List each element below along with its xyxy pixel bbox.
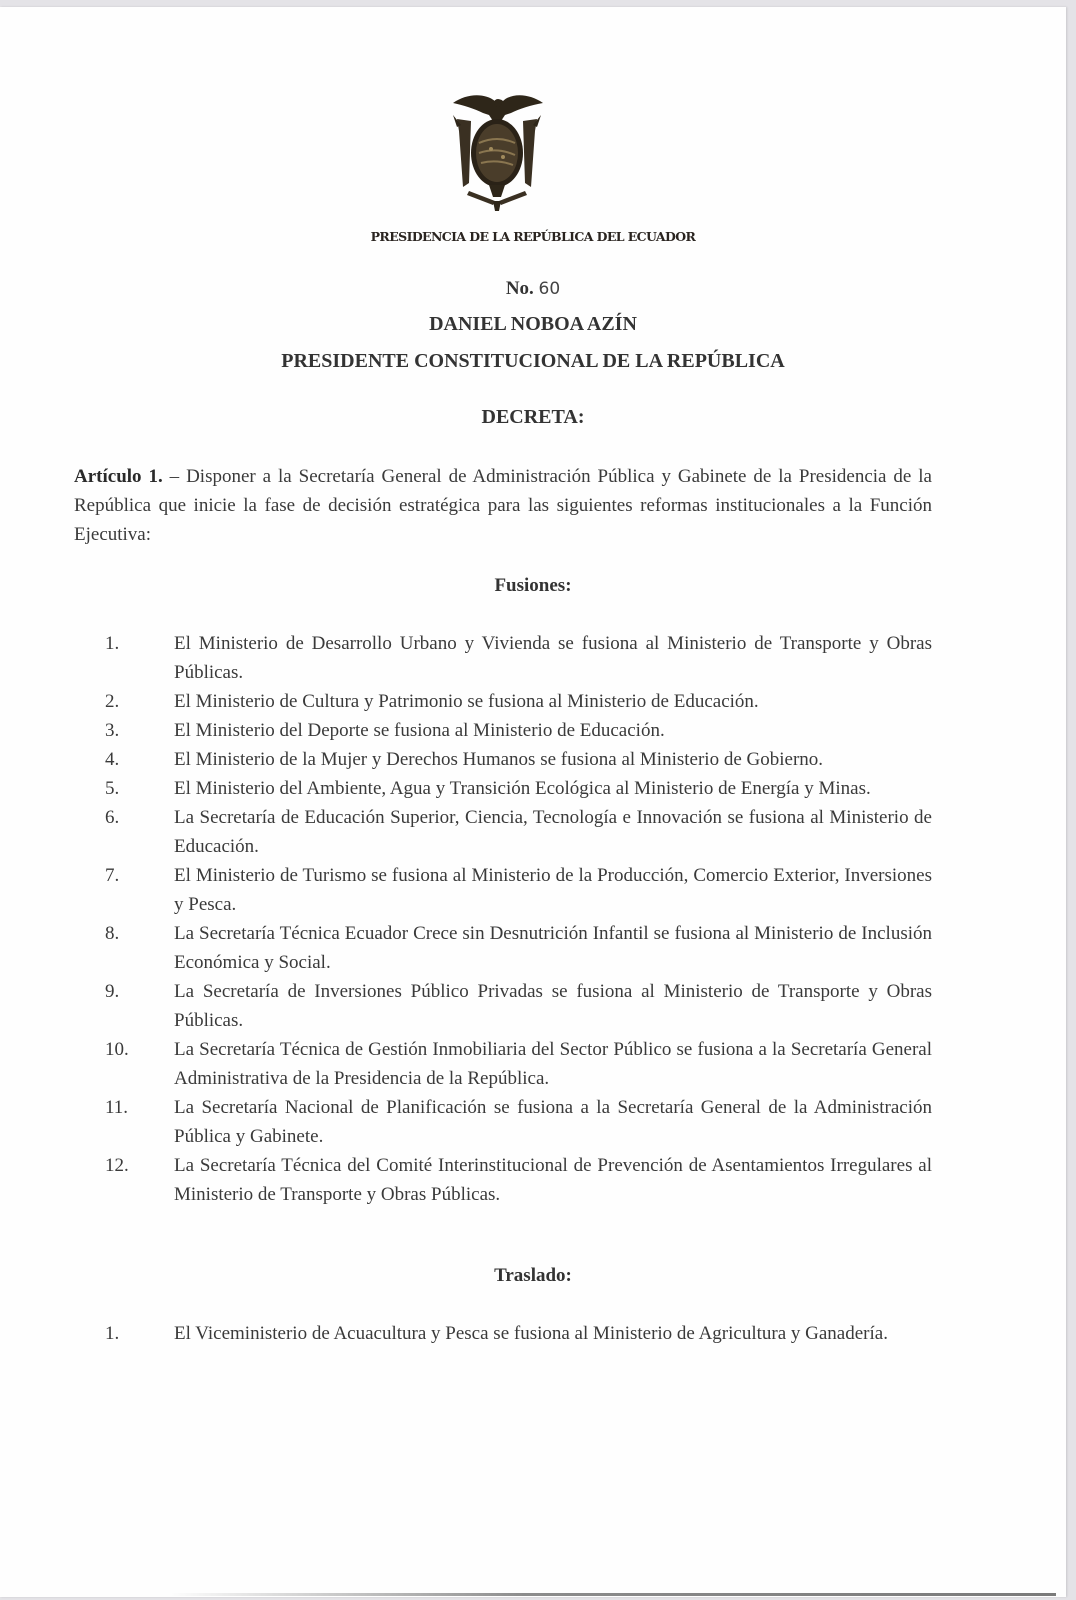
- fusiones-heading: Fusiones:: [494, 575, 572, 596]
- article-text: – Disponer a la Secretaría General de Administración Pública y Gabinete de la Presidencia de la República que inicie la fase de decisión estratégica para las siguientes reformas institucionales a la Función Ejecutiva:: [74, 466, 932, 545]
- document-page: [0, 7, 1066, 1597]
- president-title: PRESIDENTE CONSTITUCIONAL DE LA REPÚBLICA: [281, 350, 785, 372]
- list-item: [105, 687, 932, 716]
- list-item: [105, 977, 932, 1035]
- item-text: El Ministerio de la Mujer y Derechos Humanos se fusiona al Ministerio de Gobierno.: [174, 749, 824, 770]
- item-text: La Secretaría Técnica del Comité Interinstitucional de Prevención de Asentamientos Irregulares al Ministerio de Transporte y Obras Públicas.: [174, 1155, 932, 1205]
- president-name: DANIEL NOBOA AZÍN: [429, 313, 637, 335]
- item-number: 3.: [105, 720, 120, 741]
- fusiones-list: [105, 629, 932, 1209]
- list-item: [105, 861, 932, 919]
- list-item: [105, 1319, 932, 1348]
- decreta-heading: DECRETA:: [481, 406, 585, 428]
- item-number: 1.: [105, 633, 120, 654]
- item-number: 1.: [105, 1323, 120, 1344]
- item-number: 9.: [105, 981, 120, 1002]
- item-number: 12.: [105, 1155, 129, 1176]
- decree-number: [0, 278, 1066, 300]
- item-number: 6.: [105, 807, 120, 828]
- list-item: [105, 745, 932, 774]
- item-text: La Secretaría Técnica Ecuador Crece sin Desnutrición Infantil se fusiona al Ministerio de Inclusión Económica y Social.: [174, 923, 932, 973]
- item-number: 8.: [105, 923, 120, 944]
- item-text: El Ministerio del Ambiente, Agua y Transición Ecológica al Ministerio de Energía y Minas.: [174, 778, 871, 799]
- list-item: [105, 629, 932, 687]
- item-number: 10.: [105, 1039, 129, 1060]
- ecuador-coat-of-arms-icon: [449, 91, 545, 213]
- item-text: La Secretaría de Inversiones Público Privadas se fusiona al Ministerio de Transporte y Obras Públicas.: [174, 981, 932, 1031]
- coat-of-arms-seal: [449, 91, 545, 213]
- list-item: [105, 1151, 932, 1209]
- item-text: El Ministerio de Desarrollo Urbano y Vivienda se fusiona al Ministerio de Transporte y Obras Públicas.: [174, 633, 932, 683]
- traslado-list: [105, 1319, 932, 1348]
- item-number: 4.: [105, 749, 120, 770]
- decree-number-label: No.: [505, 278, 534, 299]
- item-number: 5.: [105, 778, 120, 799]
- list-item: [105, 803, 932, 861]
- item-number: 2.: [105, 691, 120, 712]
- article-label: Artículo 1.: [74, 466, 163, 487]
- list-item: [105, 716, 932, 745]
- page-edge-shadow: [170, 1593, 1056, 1596]
- item-text: El Viceministerio de Acuacultura y Pesca se fusiona al Ministerio de Agricultura y Ganadería.: [174, 1323, 888, 1344]
- item-text: El Ministerio de Turismo se fusiona al Ministerio de la Producción, Comercio Exterior, Inversiones y Pesca.: [174, 865, 932, 915]
- list-item: [105, 1093, 932, 1151]
- list-item: [105, 919, 932, 977]
- list-item: [105, 774, 932, 803]
- item-text: El Ministerio de Cultura y Patrimonio se fusiona al Ministerio de Educación.: [174, 691, 759, 712]
- list-item: [105, 1035, 932, 1093]
- institution-name: PRESIDENCIA DE LA REPÚBLICA DEL ECUADOR: [370, 229, 696, 244]
- item-number: 7.: [105, 865, 120, 886]
- item-text: La Secretaría Técnica de Gestión Inmobiliaria del Sector Público se fusiona a la Secretaría General Administrativa de la Presidencia de la República.: [174, 1039, 932, 1089]
- item-text: La Secretaría de Educación Superior, Ciencia, Tecnología e Innovación se fusiona al Ministerio de Educación.: [174, 807, 932, 857]
- article-1: [74, 462, 932, 549]
- decree-number-value: 60: [538, 279, 561, 299]
- item-text: La Secretaría Nacional de Planificación se fusiona a la Secretaría General de la Administración Pública y Gabinete.: [174, 1097, 932, 1147]
- item-number: 11.: [105, 1097, 129, 1118]
- item-text: El Ministerio del Deporte se fusiona al Ministerio de Educación.: [174, 720, 665, 741]
- traslado-heading: Traslado:: [494, 1265, 572, 1286]
